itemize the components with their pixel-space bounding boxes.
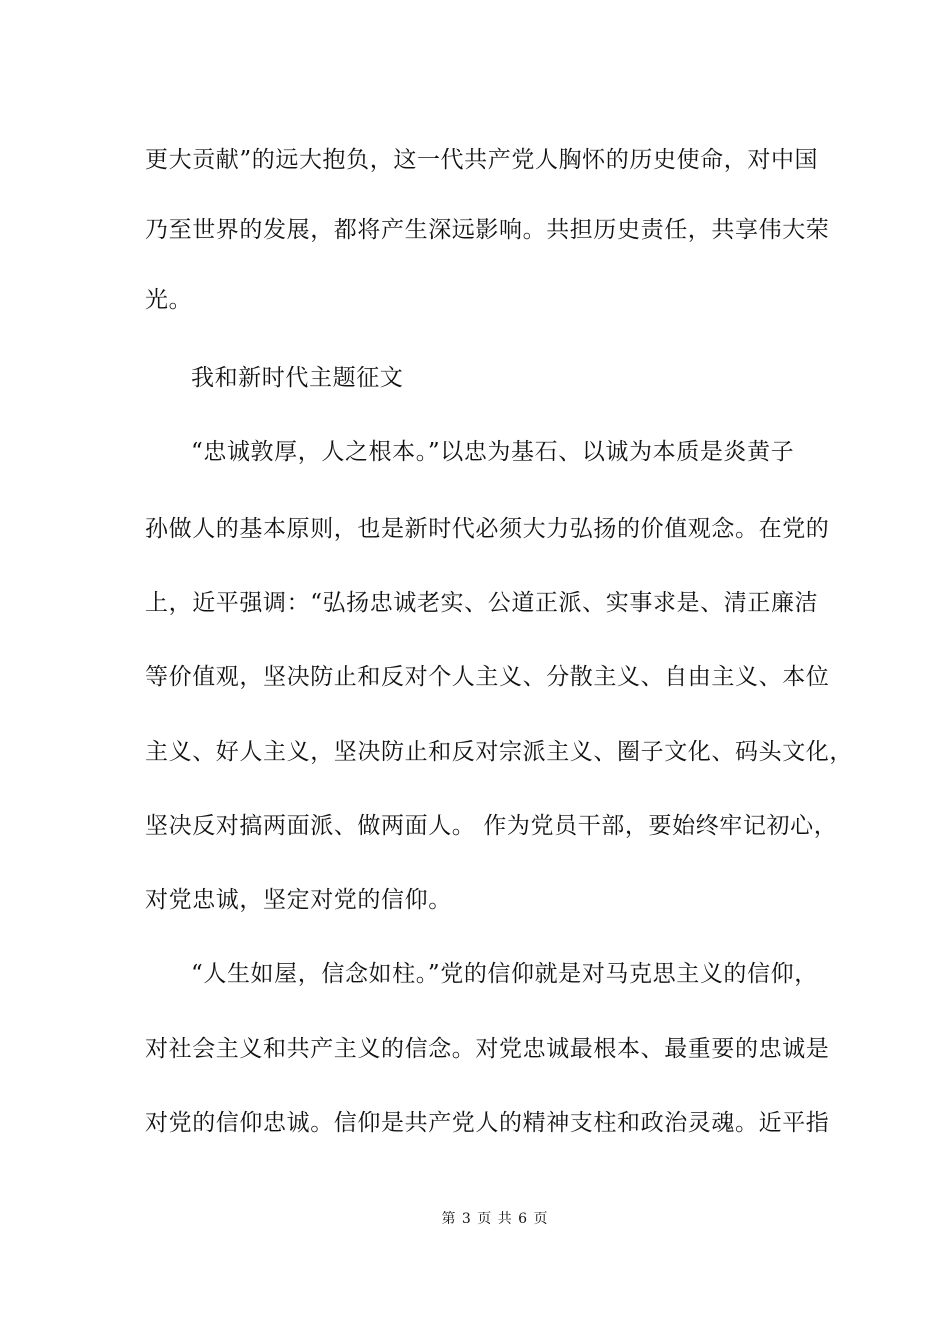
section-heading: 我和新时代主题征文 [191, 365, 404, 391]
text-line: 上，近平强调：“弘扬忠诚老实、公道正派、实事求是、清正廉洁 [145, 590, 819, 616]
text-line: 主义、好人主义，坚决防止和反对宗派主义、圈子文化、码头文化， [145, 739, 853, 765]
text-line: 对党的信仰忠诚。信仰是共产党人的精神支柱和政治灵魂。近平指 [145, 1110, 830, 1136]
text-line: 等价值观，坚决防止和反对个人主义、分散主义、自由主义、本位 [145, 664, 830, 690]
text-line: “忠诚敦厚，人之根本。”以忠为基石、以诚为本质是炎黄子 [191, 439, 795, 465]
text-line: 对社会主义和共产主义的信念。对党忠诚最根本、最重要的忠诚是 [145, 1036, 830, 1062]
text-line: 更大贡献”的远大抱负，这一代共产党人胸怀的历史使命，对中国 [145, 147, 819, 173]
text-line: 光。 [145, 287, 193, 313]
text-line: 对党忠诚，坚定对党的信仰。 [145, 887, 452, 913]
text-line: 乃至世界的发展，都将产生深远影响。共担历史责任，共享伟大荣 [145, 217, 830, 243]
text-line: 坚决反对搞两面派、做两面人。 作为党员干部，要始终牢记初心， [145, 813, 838, 839]
text-line: “人生如屋，信念如柱。”党的信仰就是对马克思主义的信仰， [191, 961, 818, 987]
page-footer: 第 3 页 共 6 页 [441, 1211, 549, 1227]
text-line: 孙做人的基本原则，也是新时代必须大力弘扬的价值观念。在党的 [145, 516, 830, 542]
